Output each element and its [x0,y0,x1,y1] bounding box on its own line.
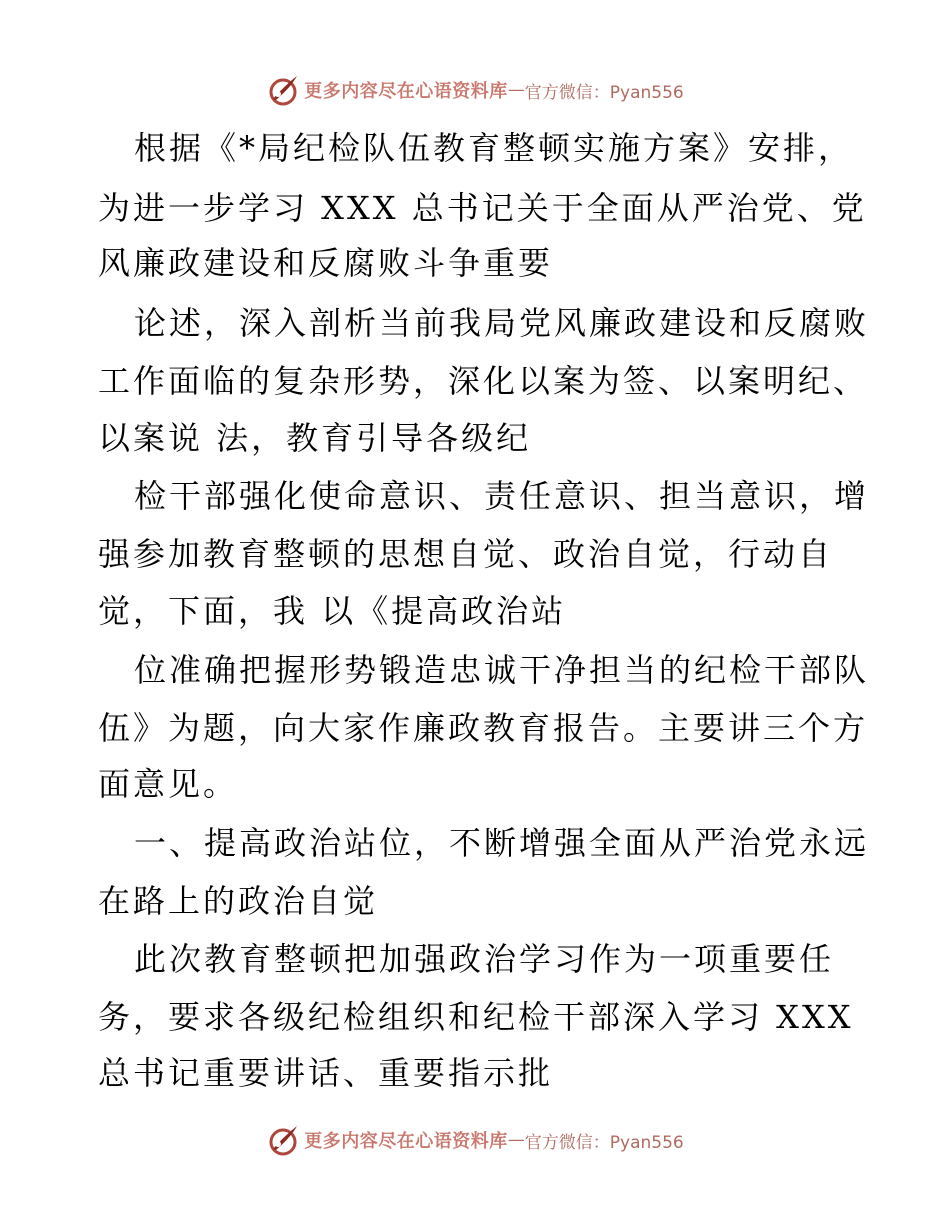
banner-dash: — [507,80,525,100]
body-line: 以案说 法，教育引导各级纪 [98,419,532,457]
body-line: 论述，深入剖析当前我局党风廉政建设和反腐败 [134,304,870,342]
header-banner [0,70,950,110]
quill-logo-icon [266,73,300,107]
body-line: 强参加教育整顿的思想自觉、政治自觉，行动自 [98,535,834,573]
banner-dash: — [507,1130,525,1150]
body-line: 风廉政建设和反腐败斗争重要 [98,244,554,282]
footer-banner [0,1120,950,1160]
body-line: 一、提高政治站位，不断增强全面从严治党永远 [134,824,870,862]
body-line: 根据《*局纪检队伍教育整顿实施方案》安排， [134,129,854,167]
body-line: 伍》为题，向大家作廉政教育报告。主要讲三个方 [98,709,869,747]
body-line: 总书记重要讲话、重要指示批 [98,1054,554,1092]
banner-brand-text: 更多内容尽在心语资料库 [304,81,508,102]
banner-wechat-text: 官方微信：Pyan556 [524,1132,684,1153]
body-line: 为进一步学习 XXX 总书记关于全面从严治党、党 [98,189,867,227]
body-line: 此次教育整顿把加强政治学习作为一项重要任 [134,940,835,978]
body-line: 检干部强化使命意识、责任意识、担当意识，增 [134,477,870,515]
body-line: 位准确把握形势锻造忠诚干净担当的纪检干部队 [134,651,870,689]
banner-wechat-text: 官方微信：Pyan556 [524,82,684,103]
body-line: 面意见。 [98,765,239,803]
body-line: 工作面临的复杂形势，深化以案为签、以案明纪、 [98,362,869,400]
banner-brand-text: 更多内容尽在心语资料库 [304,1131,508,1152]
quill-logo-icon [266,1123,300,1157]
body-line: 务，要求各级纪检组织和纪检干部深入学习 XXX [98,998,854,1036]
body-line: 在路上的政治自觉 [98,882,379,920]
body-line: 觉，下面，我 以《提高政治站 [98,592,567,630]
